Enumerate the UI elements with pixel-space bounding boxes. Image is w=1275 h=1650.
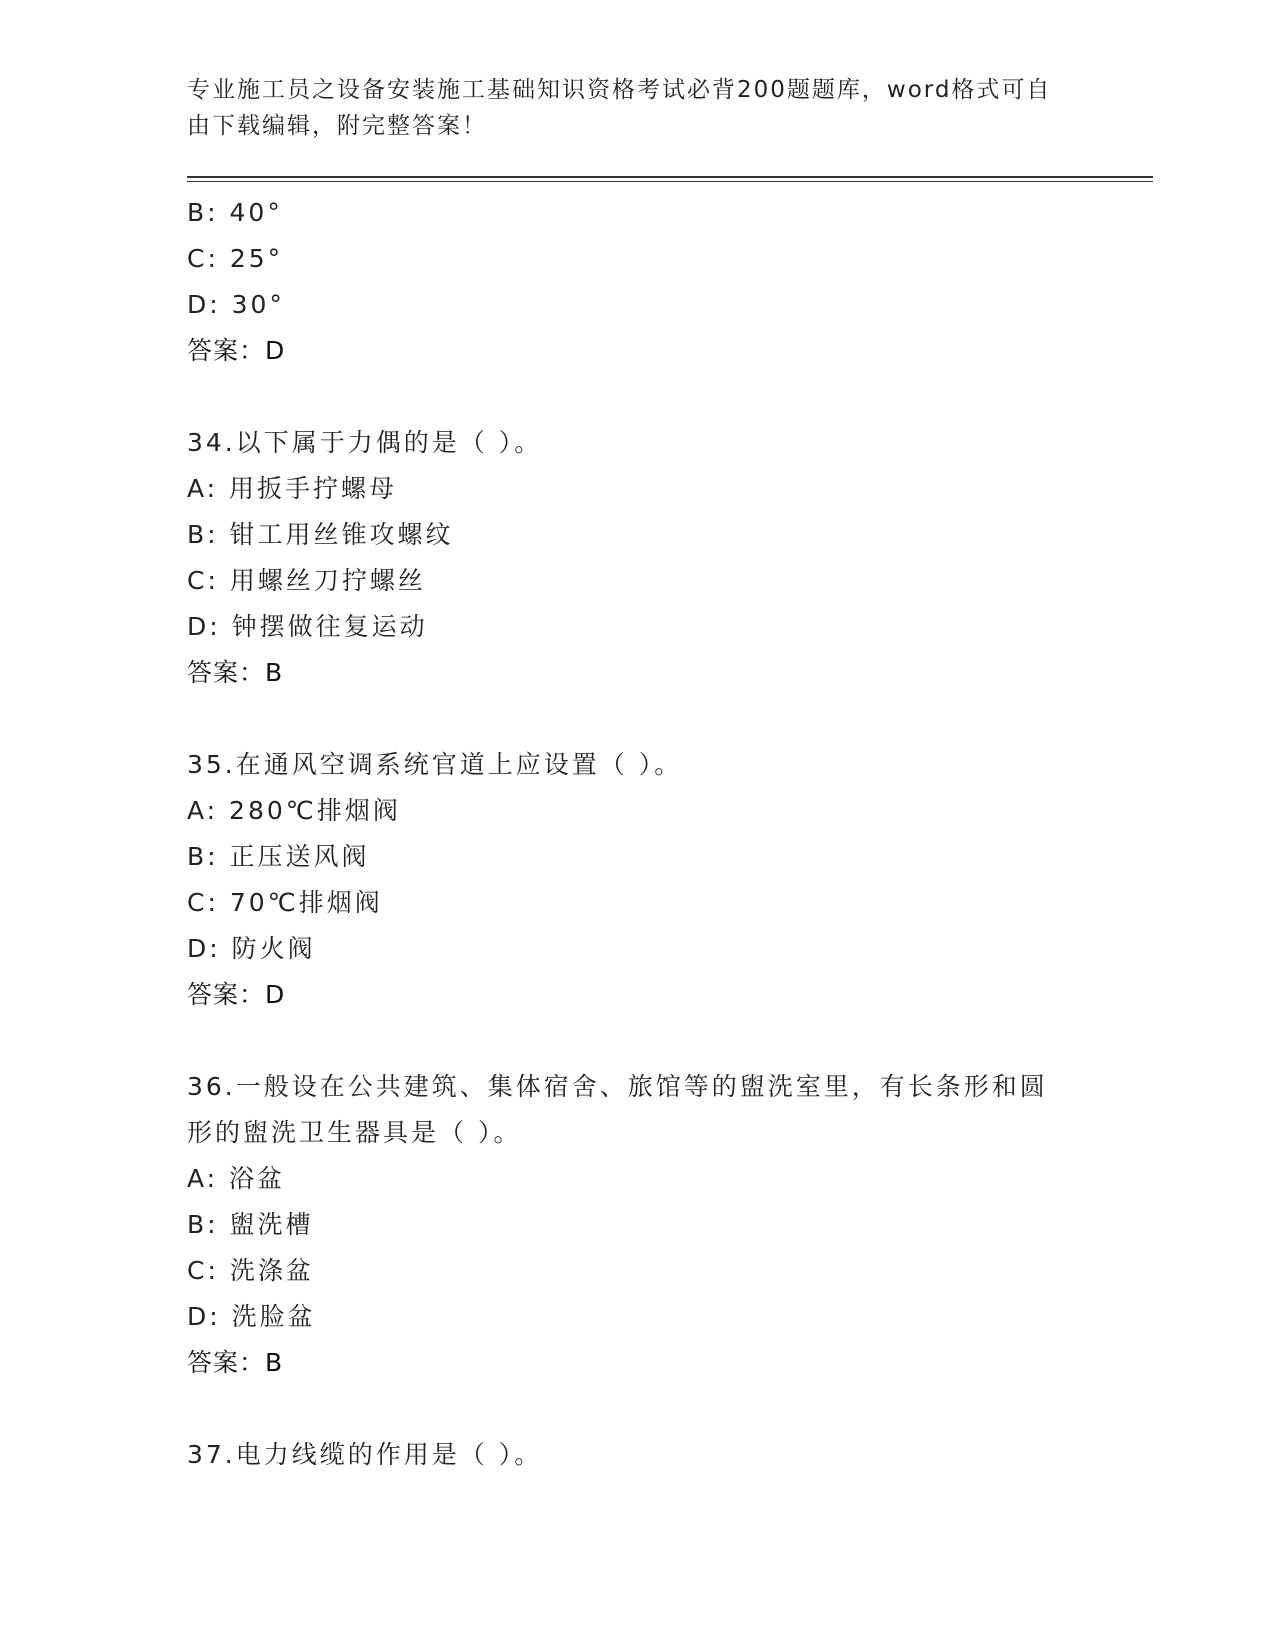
option-d: D: 钟摆做往复运动 [187,612,428,641]
question-block-33 [187,190,1107,374]
option-c: C: 25° [187,244,284,273]
option-c: C: 70℃排烟阀 [187,888,383,917]
question-list [187,190,1107,1478]
document-header: 专业施工员之设备安装施工基础知识资格考试必背200题题库，word格式可自由下载编辑，附完整答案！ [187,77,1052,139]
spacer [187,1386,1107,1432]
question-block-36 [187,1064,1107,1386]
answer-line: 答案：B [187,658,284,687]
question-text: 34.以下属于力偶的是（ ）。 [187,428,543,457]
option-b: B: 正压送风阀 [187,842,370,871]
spacer [187,696,1107,742]
option-b: B: 40° [187,198,283,227]
option-b: B: 盥洗槽 [187,1210,314,1239]
question-block-34 [187,420,1107,696]
question-block-37 [187,1432,1107,1478]
answer-line: 答案：D [187,336,286,365]
option-a: A: 浴盆 [187,1164,286,1193]
question-block-35 [187,742,1107,1018]
spacer [187,1018,1107,1064]
option-a: A: 280℃排烟阀 [187,796,401,825]
option-c: C: 洗涤盆 [187,1256,314,1285]
question-text: 36.一般设在公共建筑、集体宿舍、旅馆等的盥洗室里，有长条形和圆形的盥洗卫生器具是（ ）。 [187,1072,1048,1147]
answer-line: 答案：B [187,1348,284,1377]
option-b: B: 钳工用丝锥攻螺纹 [187,520,454,549]
option-d: D: 30° [187,290,285,319]
spacer [187,374,1107,420]
option-d: D: 防火阀 [187,934,316,963]
question-text: 35.在通风空调系统官道上应设置（ ）。 [187,750,683,779]
option-a: A: 用扳手拧螺母 [187,474,398,503]
option-c: C: 用螺丝刀拧螺丝 [187,566,426,595]
question-text: 37.电力线缆的作用是（ ）。 [187,1440,543,1469]
answer-line: 答案：D [187,980,286,1009]
option-d: D: 洗脸盆 [187,1302,316,1331]
header-divider [187,176,1153,182]
